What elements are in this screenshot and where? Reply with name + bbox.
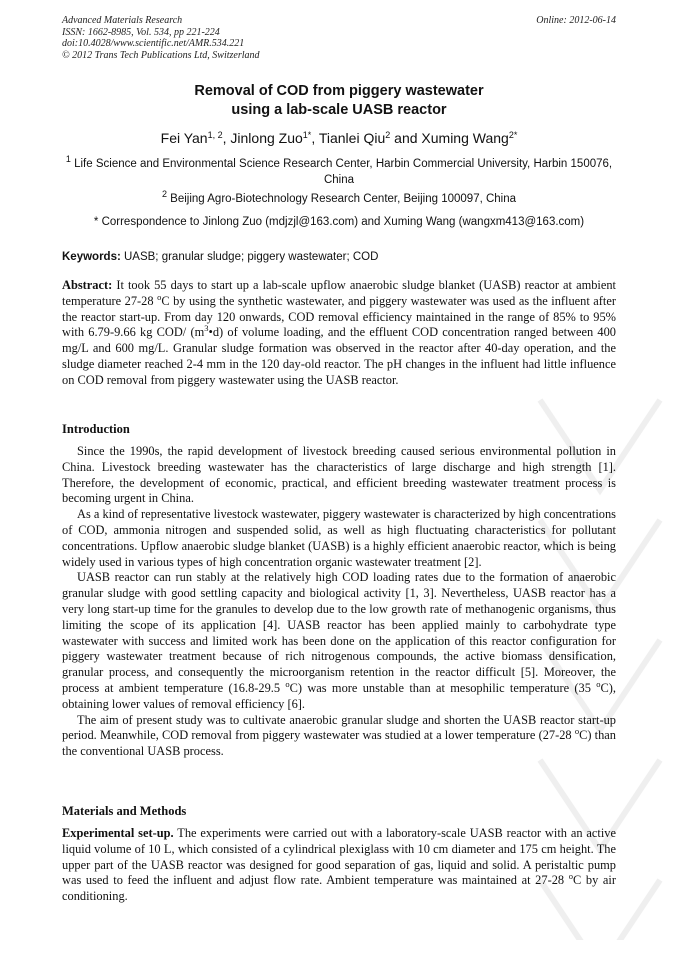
intro-text: The aim of present study was to cultivate anaerobic granular sludge and shorten the UASB reactor start-up period. Meanwhile, COD removal from piggery wastewater was studied at a lower temperature (27-28 <box>62 712 616 743</box>
abstract-text: It took 55 days to start up a lab-scale upflow anaerobic sludge blanket (UASB) reactor at ambient temperature 27-28 <box>62 278 616 308</box>
introduction-section <box>62 444 616 760</box>
intro-paragraph-3 <box>62 570 616 712</box>
author-affiliation-mark: 2* <box>508 130 518 140</box>
methods-section <box>62 826 616 905</box>
cubic-mark: 3 <box>204 323 209 334</box>
author-affiliation-mark: 2 <box>385 130 391 140</box>
degree-mark: o <box>157 291 162 302</box>
online-date: Online: 2012-06-14 <box>536 15 616 26</box>
keywords-text: UASB; granular sludge; piggery wastewater; COD <box>120 251 379 263</box>
author-affiliation-mark: 1* <box>302 130 312 140</box>
abstract-label: Abstract: <box>62 278 113 292</box>
methods-paragraph <box>62 826 616 905</box>
issn-line: ISSN: 1662-8985, Vol. 534, pp 221-224 <box>62 26 220 38</box>
intro-paragraph-1: Since the 1990s, the rapid development of livestock breeding caused serious environmental pollution in China. Livestock breeding wastewater has the characteristics of large discharge and high strength [1]. Therefore, the development of economic, practical, and efficient breeding wastewater treatment process is becoming urgent in China. <box>62 444 616 506</box>
intro-paragraph-2: As a kind of representative livestock wastewater, piggery wastewater is characterized by high concentrations of COD, ammonia nitrogen and suspended solid, as well as high fluctuating characteristics for pollutant concentrations. Upflow anaerobic sludge blanket (UASB) is a highly efficient anaerobic reactor, which is being widely used in various types of high concentration organic wastewater treatment [2]. <box>62 507 616 569</box>
intro-paragraph-4 <box>62 713 616 760</box>
degree-mark: o <box>574 726 580 737</box>
journal-header <box>62 15 616 61</box>
abstract-text: C by using the synthetic wastewater, and piggery wastewater was used as the influent after the reactor start-up. From day 120 onwards, COD removal efficiency maintained in the range of 85% to 95% with 6.79-9.66 kg COD/ (m <box>62 293 616 340</box>
author-name: and Xuming Wang <box>390 130 509 146</box>
intro-text: C) was more unstable than at mesophilic temperature (35 <box>289 680 597 695</box>
degree-mark: o <box>285 678 290 689</box>
affiliation-2 <box>62 189 616 208</box>
abstract <box>62 278 616 389</box>
abstract-text: •d) of volume loading, and the effluent COD concentration ranged between 400 mg/L and 600 mg/L. Granular sludge formation was observed in the reactor after 40-day operation, and the sludge diameter reached 2-4 mm in the 120 day-old reactor. The pH changes in the influent had little influence on COD removal from piggery wastewater using the UASB reactor. <box>62 325 617 387</box>
section-heading-introduction: Introduction <box>62 422 130 436</box>
copyright-line: © 2012 Trans Tech Publications Ltd, Switzerland <box>62 49 260 61</box>
author-name: , Jinlong Zuo <box>222 130 303 146</box>
methods-text: The experiments were carried out with a laboratory-scale UASB reactor with an active liquid volume of 10 L, which consisted of a cylindrical plexiglass with 10 cm diameter and 175 cm height. The upper part of the UASB reactor was designed for good separation of gas, liquid and solid. A peristaltic pump was used to feed the influent and adjust flow rate. Ambient temperature was maintained at 27-28 <box>62 826 616 888</box>
affiliation-mark: 1 <box>65 154 71 164</box>
author-list <box>60 128 618 148</box>
author-name: Fei Yan <box>160 130 208 146</box>
affiliation-1 <box>62 154 616 188</box>
title-line-2: using a lab-scale UASB reactor <box>231 102 447 118</box>
keywords-label: Keywords: <box>62 251 121 263</box>
section-heading-methods: Materials and Methods <box>62 804 187 818</box>
intro-text: C) than the conventional UASB process. <box>62 728 616 759</box>
affiliation-text: Life Science and Environmental Science Research Center, Harbin Commercial University, Harbin 150076, China <box>70 158 613 186</box>
title-line-1: Removal of COD from piggery wastewater <box>194 83 484 99</box>
abstract-paragraph <box>62 278 616 389</box>
author-name: , Tianlei Qiu <box>311 130 386 146</box>
keywords <box>62 250 616 265</box>
degree-mark: o <box>596 678 601 689</box>
intro-text: C), obtaining lower values of removal efficiency [6]. <box>62 680 616 711</box>
correspondence-line: * Correspondence to Jinlong Zuo (mdjzjl@163.com) and Xuming Wang (wangxm413@163.com) <box>93 216 585 228</box>
doi-line: doi:10.4028/www.scientific.net/AMR.534.221 <box>62 38 245 49</box>
affiliation-text: Beijing Agro-Biotechnology Research Center, Beijing 100097, China <box>166 193 517 205</box>
author-affiliation-mark: 1, 2 <box>207 130 223 140</box>
paper-title <box>60 82 618 120</box>
degree-mark: o <box>568 871 573 882</box>
methods-subheading: Experimental set-up. <box>62 826 174 840</box>
journal-name: Advanced Materials Research <box>62 15 183 26</box>
intro-text: UASB reactor can run stably at the relatively high COD loading rates due to the formation of anaerobic granular sludge with good settling capacity and biological activity [1, 3]. Nevertheless, UASB reactor has a very long start-up time for the granules to develop due to the low growth rate of methanogenic organisms, thus limiting the scope of its application [4]. UASB reactor has been applied mainly to carbohydrate type wastewater with success and limited work has been done on the application of this reactor configuration for piggery wastewater treatment because of rich nitrogenous compounds, the active biomass densification, granular process, and consequently the microorganism retention in the reactor difficult [5]. Moreover, the process at ambient temperature (16.8-29.5 <box>62 570 616 695</box>
methods-text: C by air conditioning. <box>62 873 617 904</box>
affiliation-mark: 2 <box>161 189 167 199</box>
